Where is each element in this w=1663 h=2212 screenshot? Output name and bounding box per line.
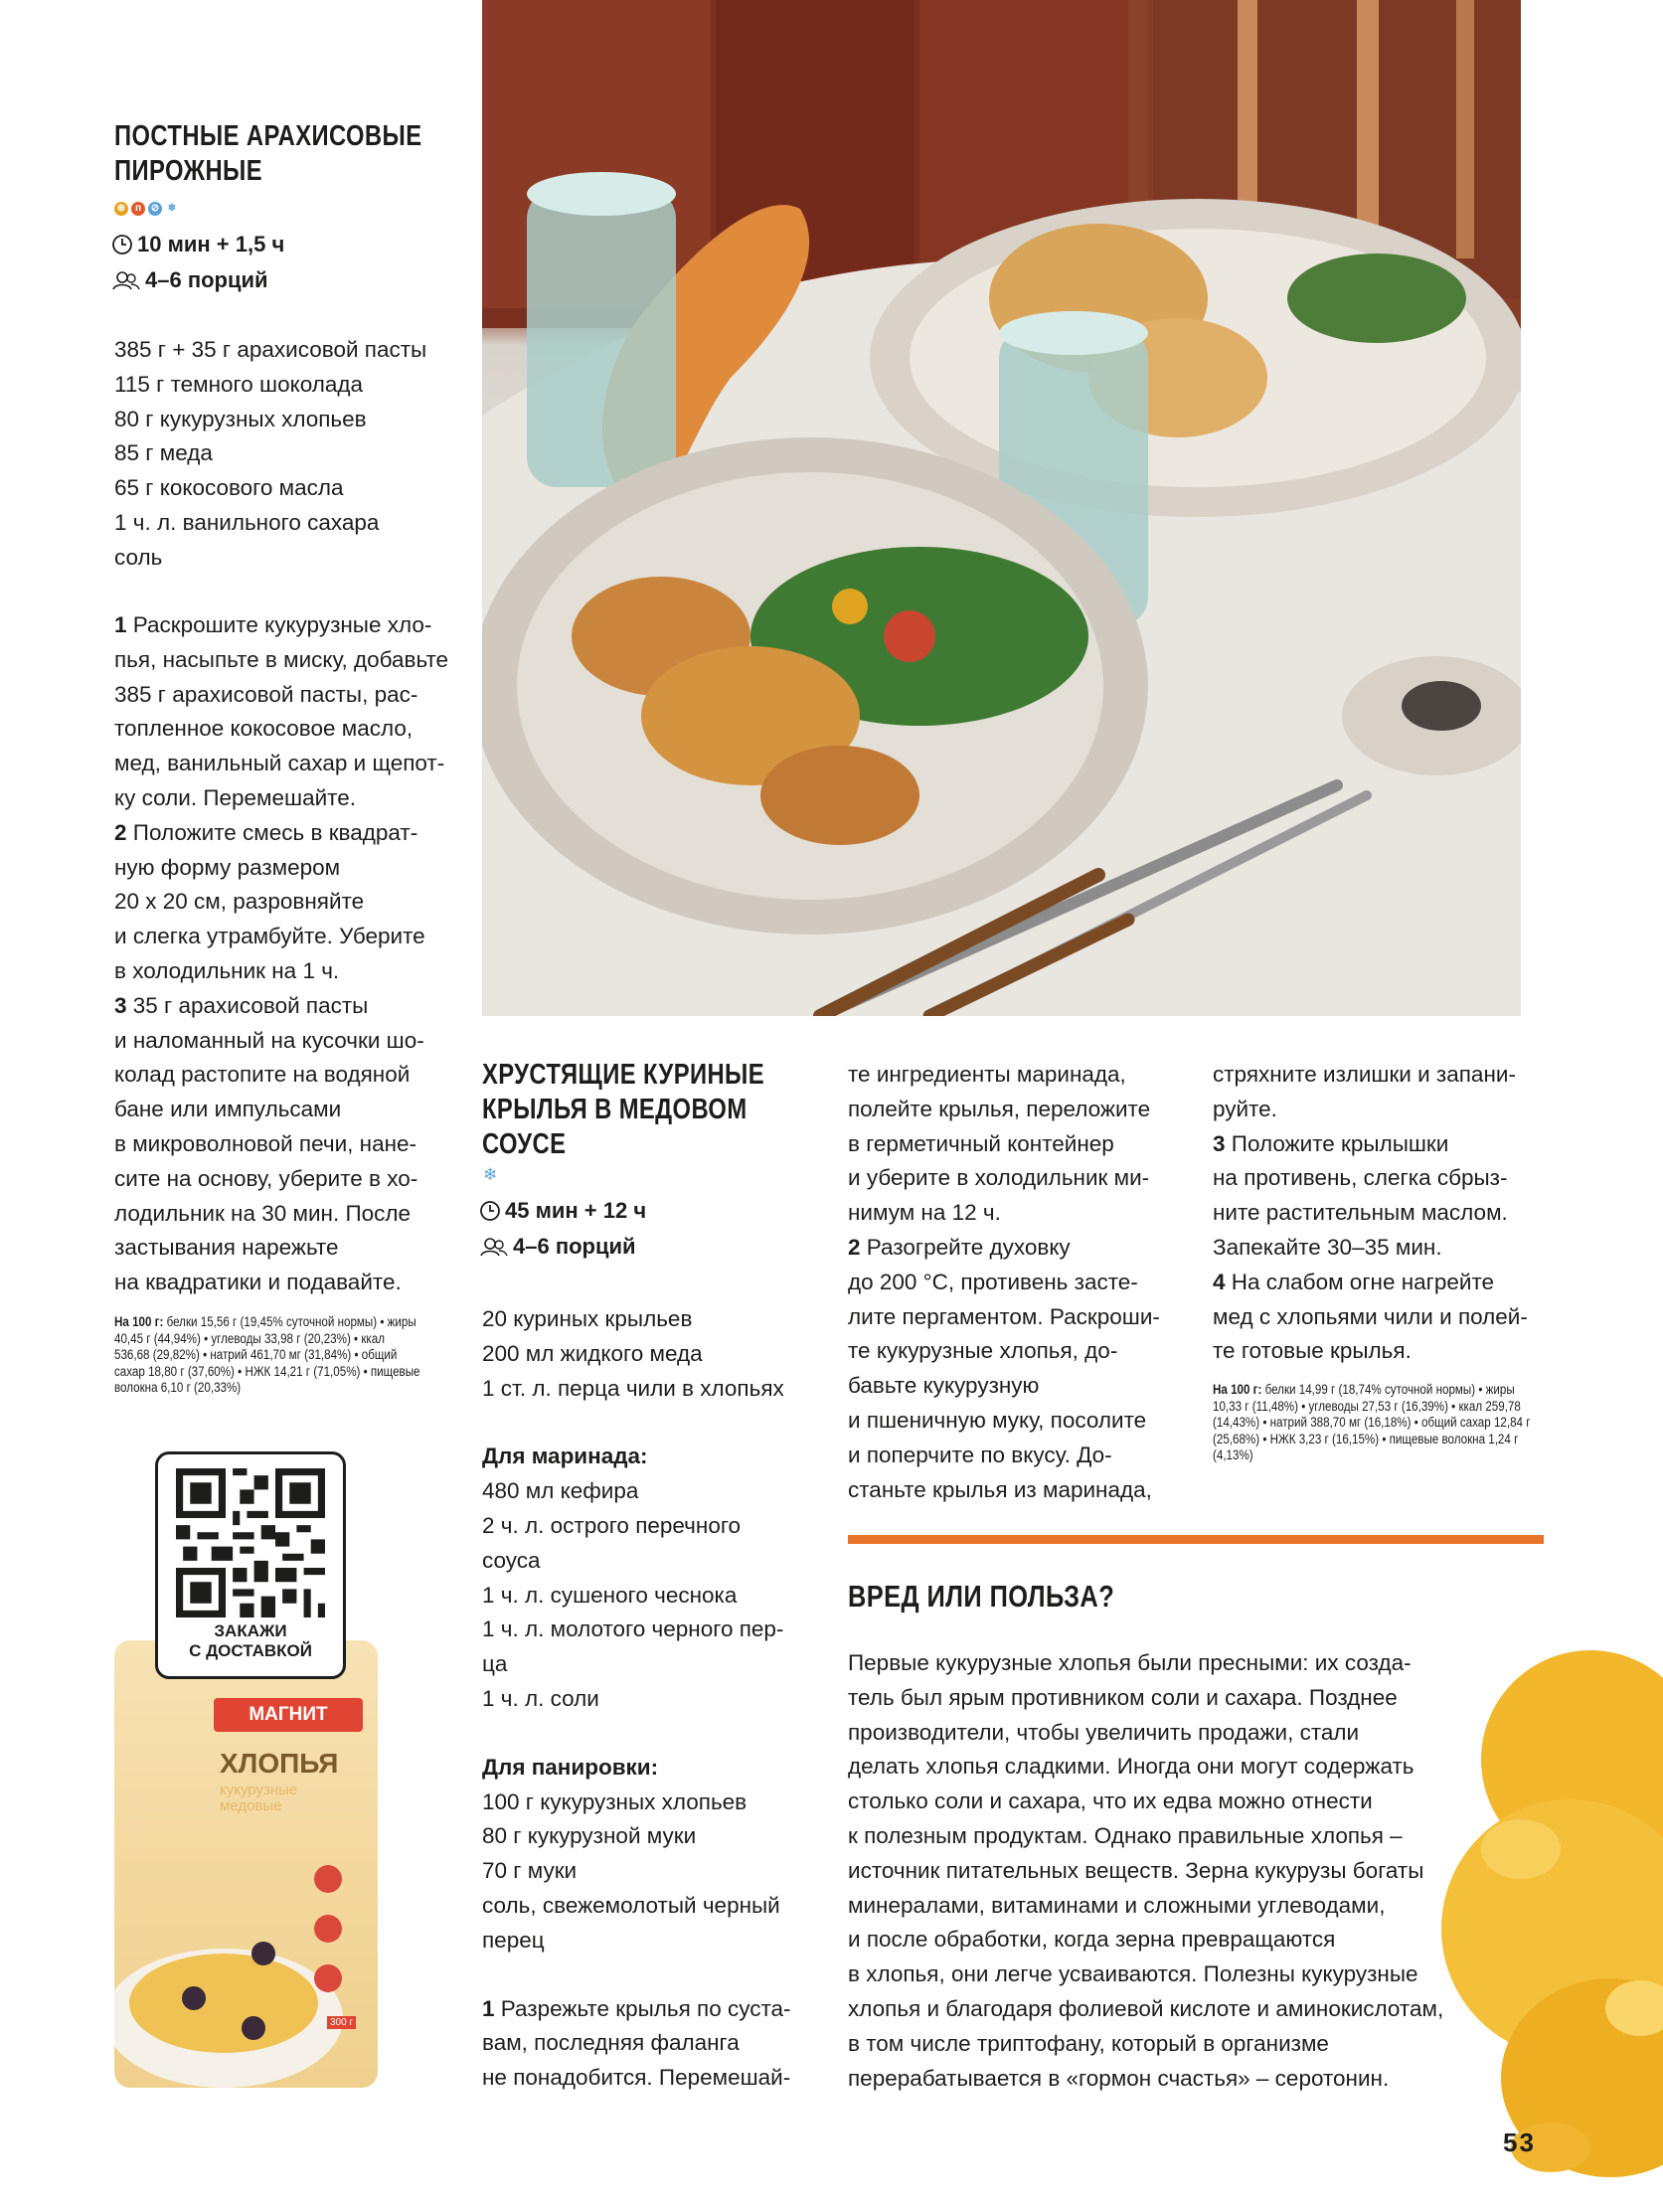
- ingredient: 2 ч. л. острого перечного: [482, 1512, 742, 1538]
- ingredient: 80 г кукурузной муки: [482, 1823, 697, 1849]
- cereal-bowl-image: [114, 1819, 378, 2088]
- product-subtitle: кукурузные медовые: [220, 1782, 298, 1814]
- ingredient: 65 г кокосового масла: [114, 475, 344, 501]
- step-number: 3: [1213, 1130, 1226, 1156]
- gluten-free-icon: ⊘: [148, 202, 162, 216]
- product-name: ХЛОПЬЯ: [220, 1748, 339, 1779]
- ingredient: 80 г кукурузных хлопьев: [114, 406, 367, 431]
- recipe1-steps: 1 Раскрошите кукурузные хло- пья, насыпьте в миску, добавьте 385 г арахисовой пасты, рас- топленное кокосовое масло, мед, ванильный сахар и щепот- ку соли. Перемешайте. 2 Положите смесь в квадрат- ную форму размером 20 х 20 см, разровняйте и слегка утрамбуйте. Уберите в холодильник на 1 ч. 3 35 г арахисовой пасты и наломанный на кусочки шо- колад растопите на водяной бане или импульсами в микроволновой печи, нане- сите на основу, уберите в хо- лодильник на 30 мин. После застывания нарежьте на квадратики и подавайте.: [114, 612, 449, 1295]
- vegan-icon: ⊕: [114, 202, 128, 216]
- recipe1-ingredients: [114, 333, 426, 576]
- ingredient: 85 г меда: [114, 440, 213, 466]
- page-number: 53: [1503, 2127, 1536, 2157]
- recipe2-steps-col3: стряхните излишки и запани- руйте. 3 Положите крылышки на противень, слегка сбрыз- ните растительным маслом. Запекайте 30–35 мин. 4 На слабом огне нагрейте мед с хлопьями чили и полей- те готовые крылья.: [1213, 1062, 1528, 1364]
- marinade-heading: Для маринада:: [482, 1444, 648, 1469]
- step-number: 1: [482, 1995, 495, 2021]
- freeze-icon: ❄: [165, 202, 179, 216]
- people-icon: [111, 269, 141, 291]
- people-icon: [479, 1236, 509, 1258]
- recipe-photo: [482, 0, 1521, 1016]
- lent-icon: п: [131, 202, 145, 216]
- ingredient: соль: [114, 544, 163, 570]
- order-delivery-label: ЗАКАЖИ С ДОСТАВКОЙ: [189, 1621, 312, 1660]
- clock-icon: [111, 234, 133, 255]
- qr-code-icon: [176, 1468, 325, 1617]
- recipe1-diet-icons: [114, 198, 182, 216]
- recipe2-steps-col2: те ингредиенты маринада, полейте крылья, переложите в герметичный контейнер и уберите в холодильник ми- нимум на 12 ч. 2 Разогрейте духовку до 200 °С, противень засте- лите пергаментом. Раскроши- те кукурузные хлопья, до- бавьте кукурузную и пшеничную муку, посолите и поперчите по вкусу. До- станьте крылья из маринада,: [848, 1062, 1160, 1502]
- step-number: 4: [1213, 1269, 1226, 1294]
- ingredient: 1 ч. л. сушеного чеснока: [482, 1582, 738, 1608]
- ingredient: 115 г темного шоколада: [114, 371, 363, 397]
- ingredient: 20 куриных крыльев: [482, 1306, 693, 1331]
- ingredient: соуса: [482, 1547, 541, 1573]
- recipe2-time: 45 мин + 12 ч: [479, 1193, 646, 1229]
- ingredient: 1 ст. л. перца чили в хлопьях: [482, 1375, 784, 1401]
- recipe2-nutrition: На 100 г: белки 14,99 г (18,74% суточной нормы) • жиры 10,33 г (11,48%) • углеводы 27,53 г (16,39%) • ккал 259,78 (14,43%) • натрий 388,70 мг (16,18%) • общий сахар 12,84 г (25,68%) • НЖК 3,23 г (16,15%) • пищевые волокна 1,24 г (4,13%): [1213, 1382, 1531, 1462]
- breading-heading: Для панировки:: [482, 1754, 659, 1780]
- product-pack: [114, 1640, 378, 2088]
- step-number: 2: [114, 819, 127, 845]
- sidebar-divider: [848, 1535, 1544, 1544]
- recipe2-title: ХРУСТЯЩИЕ КУРИНЫЕ КРЫЛЬЯ В МЕДОВОМ СОУСЕ: [482, 1059, 765, 1160]
- ingredient: 1 ч. л. ванильного сахара: [114, 509, 380, 535]
- step-number: 3: [114, 992, 127, 1018]
- sidebar-title: ВРЕД ИЛИ ПОЛЬЗА?: [848, 1579, 1115, 1614]
- ingredient: 385 г + 35 г арахисовой пасты: [114, 337, 427, 362]
- ingredient: 100 г кукурузных хлопьев: [482, 1788, 748, 1814]
- freeze-icon: ❄: [483, 1165, 498, 1184]
- ingredient: перец: [482, 1927, 545, 1953]
- ingredient: 70 г муки: [482, 1858, 578, 1884]
- ingredient: 1 ч. л. соли: [482, 1685, 599, 1711]
- recipe2-servings: 4–6 порций: [479, 1229, 636, 1265]
- weight-badge: 300 г: [327, 2016, 356, 2029]
- sidebar-text: Первые кукурузные хлопья были пресными: их созда- тель был ярым противником соли и сахара. Позднее производители, чтобы увеличить продажи, стали делать хлопья сладкими. Иногда они могут содержать столько соли и сахара, что их едва можно отнести к полезным продуктам. Однако правильные хлопья – источник питательных веществ. Зерна кукурузы богаты минералами, витаминами и сложными углеводами, и после обработки, когда зерна превращаются в хлопья, они легче усваиваются. Полезны кукурузные хлопья и благодаря фолиевой кислоте и аминокислотам, в том числе триптофану, который в организме перерабатывается в «гормон счастья» – серотонин.: [848, 1650, 1444, 2091]
- recipe1-servings: 4–6 порций: [111, 262, 268, 298]
- clock-icon: [479, 1200, 501, 1222]
- step-number: 1: [114, 612, 127, 637]
- ingredient: 480 мл кефира: [482, 1478, 639, 1504]
- recipe2-ingredients: 20 куриных крыльев 200 мл жидкого меда 1 ст. л. перца чили в хлопьях Для маринада: 480 мл кефира 2 ч. л. острого перечного соуса 1 ч. л. сушеного чеснока 1 ч. л. молотого черного пер- ца 1 ч. л. соли Для панировки: 100 г кукурузных хлопьев 80 г кукурузной муки 70 г муки соль, свежемолотый черный перец 1 Разрежьте крылья по суста- вам, последняя фаланга не понадобится. Перемешай-: [482, 1302, 791, 2096]
- brand-logo: МАГНИТ: [214, 1698, 363, 1732]
- recipe1-nutrition: На 100 г: белки 15,56 г (19,45% суточной нормы) • жиры 40,45 г (44,94%) • углеводы 33,98 г (20,23%) • ккал 536,68 (29,82%) • натрий 461,70 мг (31,84%) • общий сахар 18,80 г (37,60%) • НЖК 14,21 г (71,05%) • пищевые волокна 6,10 г (20,33%): [114, 1314, 420, 1395]
- recipe1-time: 10 мин + 1,5 ч: [111, 227, 284, 262]
- ingredient: 1 ч. л. молотого черного пер-: [482, 1616, 784, 1642]
- ingredient: соль, свежемолотый черный: [482, 1892, 780, 1918]
- qr-order-box[interactable]: [155, 1451, 346, 1679]
- step-number: 2: [848, 1234, 861, 1260]
- recipe1-title: ПОСТНЫЕ АРАХИСОВЫЕ ПИРОЖНЫЕ: [114, 120, 422, 187]
- ingredient: ца: [482, 1651, 508, 1677]
- ingredient: 200 мл жидкого меда: [482, 1340, 703, 1366]
